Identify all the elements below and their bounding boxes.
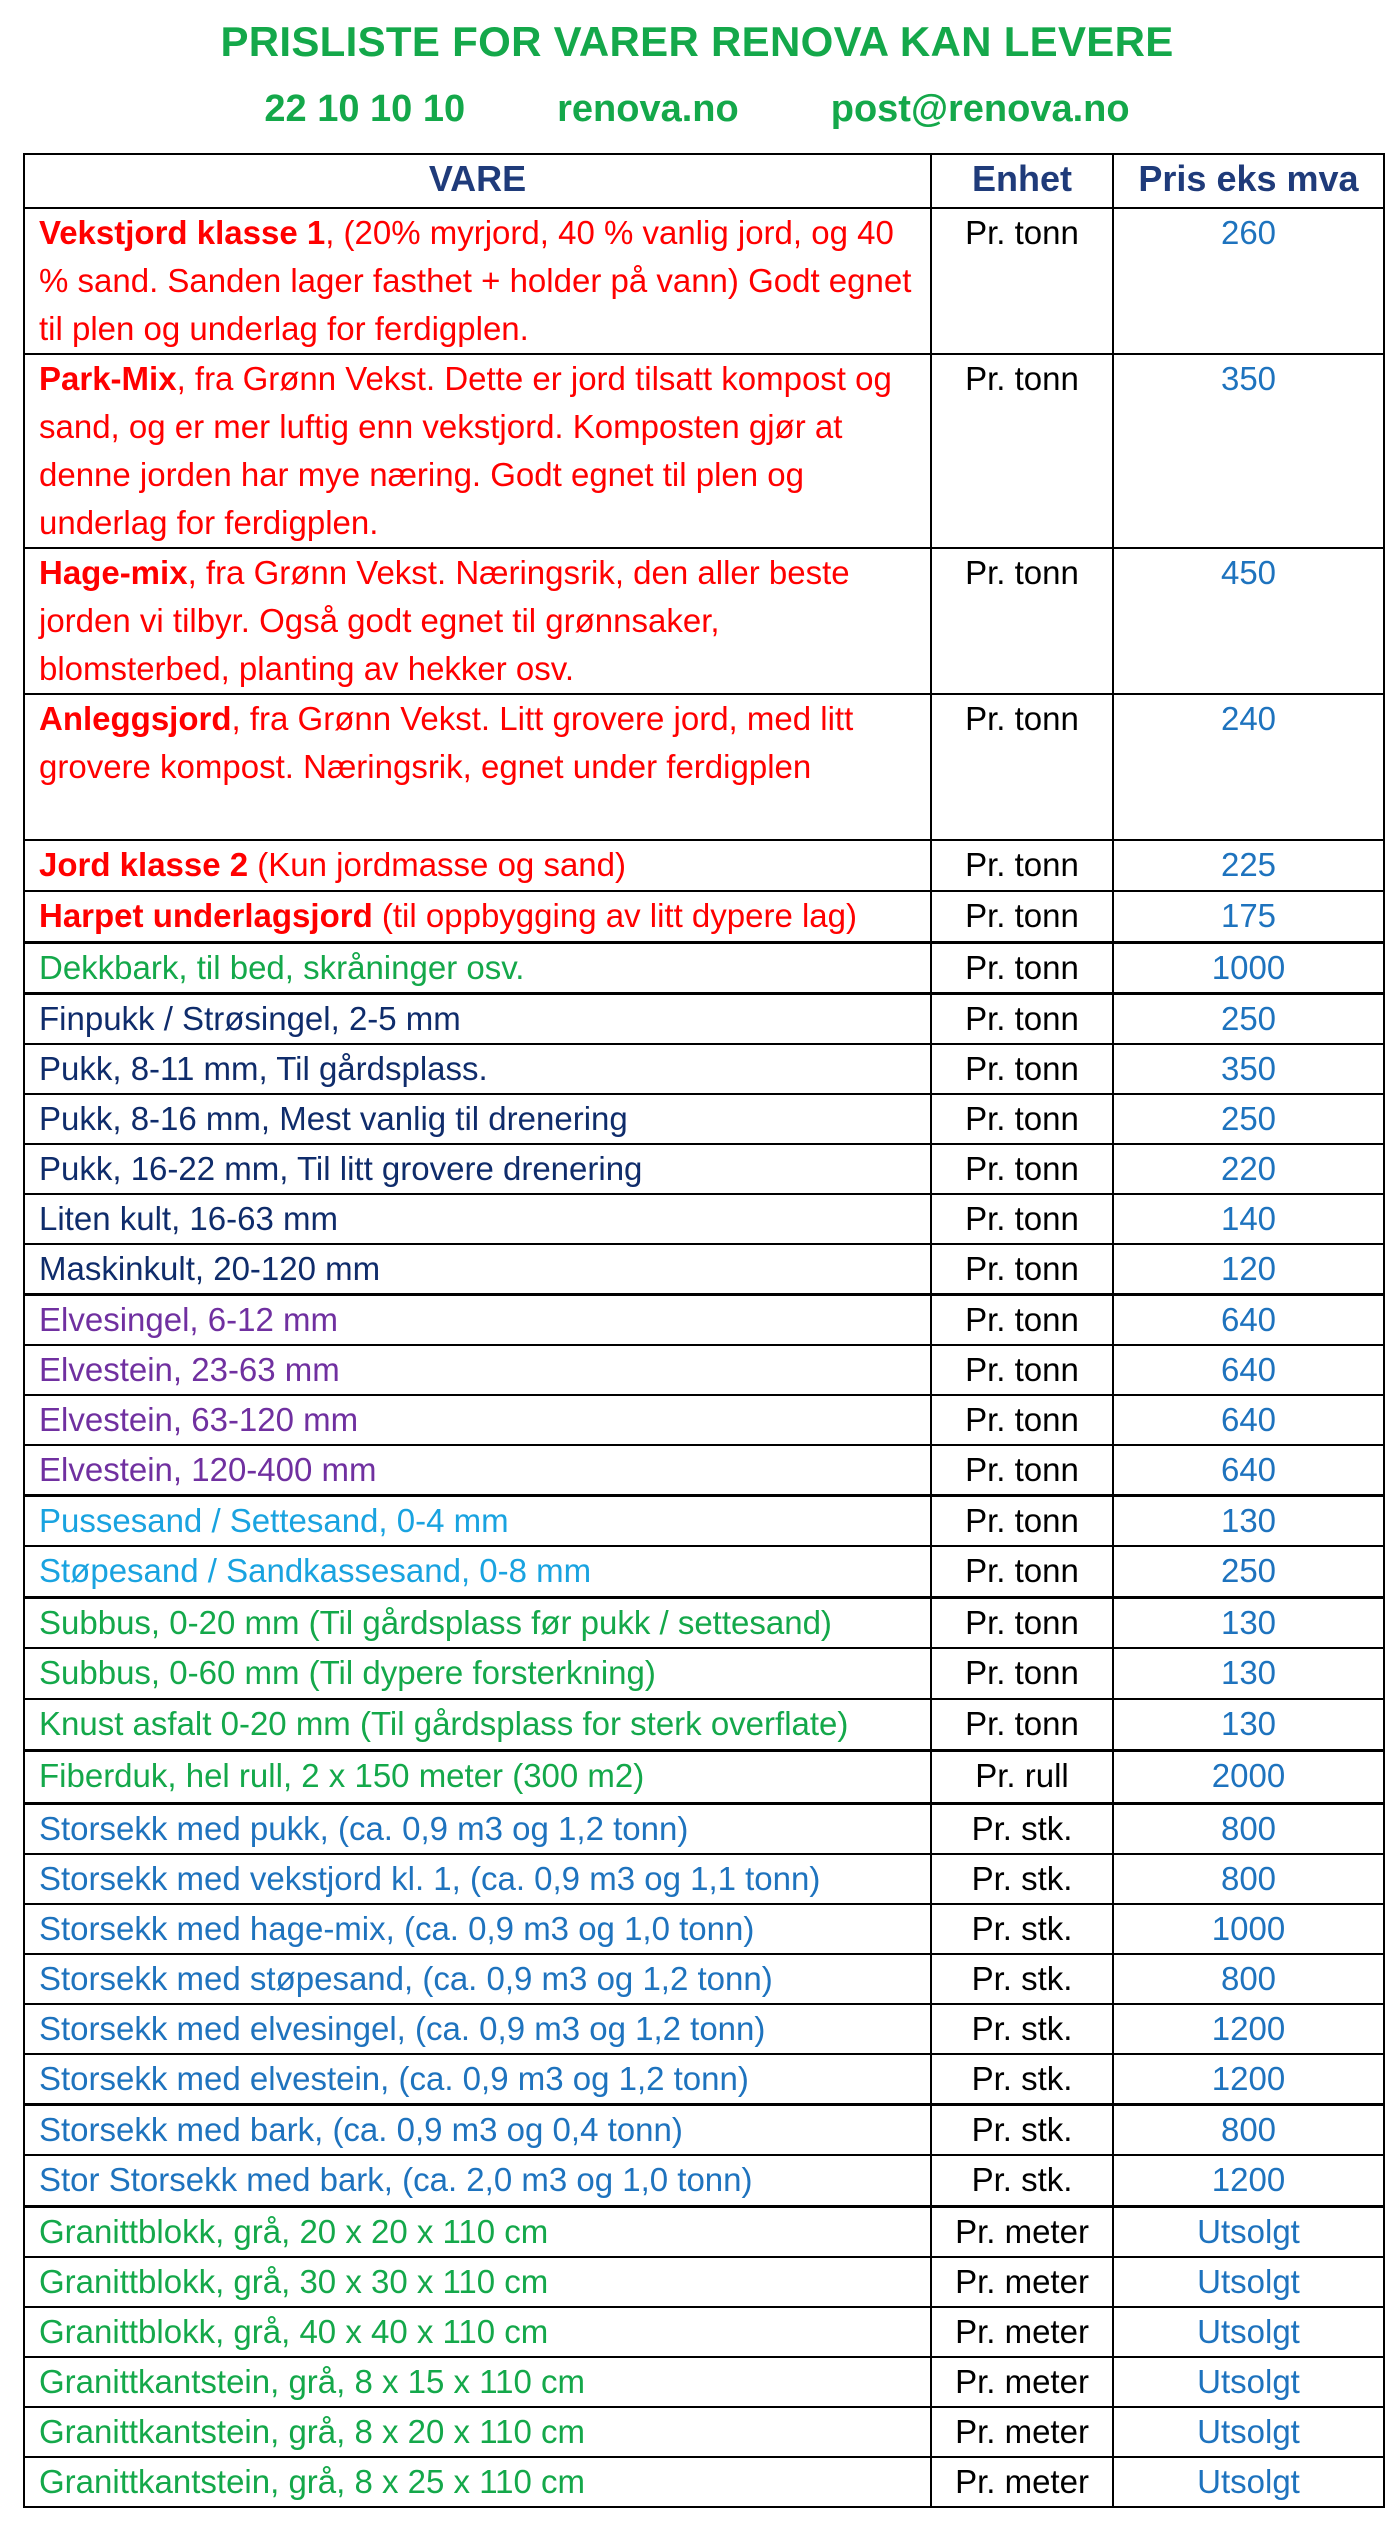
item-cell: Liten kult, 16-63 mm — [24, 1194, 931, 1244]
unit-cell: Pr. tonn — [931, 354, 1113, 548]
table-row — [24, 1699, 1384, 1750]
price-table — [23, 153, 1385, 2508]
item-cell: Subbus, 0-60 mm (Til dypere forsterkning) — [24, 1648, 931, 1699]
price-cell: Utsolgt — [1113, 2257, 1384, 2307]
price-cell: Utsolgt — [1113, 2206, 1384, 2257]
item-description: , fra Grønn Vekst. Dette er jord tilsatt kompost og sand, og er mer luftig enn vekstjord. Komposten gjør at denne jorden har mye næring. Godt egnet til plen og underlag for ferdigplen. — [39, 360, 892, 541]
item-name: Anleggsjord — [39, 700, 232, 737]
table-row — [24, 1854, 1384, 1904]
price-cell: 130 — [1113, 1699, 1384, 1750]
item-cell: Granittkantstein, grå, 8 x 15 x 110 cm — [24, 2357, 931, 2407]
item-cell — [24, 891, 931, 942]
price-cell: 130 — [1113, 1495, 1384, 1546]
item-cell: Fiberduk, hel rull, 2 x 150 meter (300 m2) — [24, 1750, 931, 1803]
price-cell: 220 — [1113, 1144, 1384, 1194]
contact-line — [0, 78, 1394, 146]
unit-cell: Pr. tonn — [931, 1294, 1113, 1345]
item-cell: Elvestein, 23-63 mm — [24, 1345, 931, 1395]
table-row — [24, 942, 1384, 993]
unit-cell: Pr. tonn — [931, 1194, 1113, 1244]
unit-cell: Pr. rull — [931, 1750, 1113, 1803]
price-cell: 1000 — [1113, 1904, 1384, 1954]
table-row — [24, 2155, 1384, 2206]
table-row — [24, 1803, 1384, 1854]
unit-cell: Pr. stk. — [931, 1904, 1113, 1954]
item-name: Park-Mix — [39, 360, 177, 397]
table-header-row — [24, 154, 1384, 208]
unit-cell: Pr. stk. — [931, 2054, 1113, 2105]
table-row — [24, 891, 1384, 942]
unit-cell: Pr. tonn — [931, 1094, 1113, 1144]
item-cell: Storsekk med støpesand, (ca. 0,9 m3 og 1,2 tonn) — [24, 1954, 931, 2004]
table-row — [24, 2357, 1384, 2407]
column-header-price: Pris eks mva — [1113, 154, 1384, 208]
price-cell: 800 — [1113, 2104, 1384, 2155]
table-row — [24, 1954, 1384, 2004]
item-name: Hage-mix — [39, 554, 188, 591]
price-cell: 250 — [1113, 1546, 1384, 1597]
table-row — [24, 1144, 1384, 1194]
price-cell: 240 — [1113, 694, 1384, 840]
item-cell — [24, 354, 931, 548]
price-cell: 260 — [1113, 208, 1384, 354]
unit-cell: Pr. tonn — [931, 1144, 1113, 1194]
price-cell: 800 — [1113, 1854, 1384, 1904]
table-row — [24, 354, 1384, 548]
table-row — [24, 2054, 1384, 2105]
table-row — [24, 208, 1384, 354]
unit-cell: Pr. meter — [931, 2206, 1113, 2257]
price-cell: 130 — [1113, 1648, 1384, 1699]
table-row — [24, 1495, 1384, 1546]
item-description: (Kun jordmasse og sand) — [248, 846, 626, 883]
unit-cell: Pr. tonn — [931, 993, 1113, 1044]
item-description: (til oppbygging av litt dypere lag) — [372, 897, 858, 934]
price-cell: 130 — [1113, 1597, 1384, 1648]
item-cell: Elvestein, 63-120 mm — [24, 1395, 931, 1445]
unit-cell: Pr. tonn — [931, 840, 1113, 891]
table-row — [24, 2004, 1384, 2054]
price-cell: 120 — [1113, 1244, 1384, 1295]
table-row — [24, 1648, 1384, 1699]
unit-cell: Pr. meter — [931, 2407, 1113, 2457]
unit-cell: Pr. tonn — [931, 1648, 1113, 1699]
phone-number[interactable]: 22 10 10 10 — [264, 88, 466, 130]
price-cell: 450 — [1113, 548, 1384, 694]
price-cell: 640 — [1113, 1445, 1384, 1496]
table-row — [24, 694, 1384, 840]
item-cell: Storsekk med vekstjord kl. 1, (ca. 0,9 m3 og 1,1 tonn) — [24, 1854, 931, 1904]
price-cell: 640 — [1113, 1294, 1384, 1345]
price-cell: Utsolgt — [1113, 2307, 1384, 2357]
column-header-item: VARE — [24, 154, 931, 208]
item-description: , fra Grønn Vekst. Næringsrik, den aller beste jorden vi tilbyr. Også godt egnet til grønnsaker, blomsterbed, planting av hekker osv. — [39, 554, 850, 687]
item-cell — [24, 694, 931, 840]
unit-cell: Pr. tonn — [931, 548, 1113, 694]
unit-cell: Pr. tonn — [931, 1445, 1113, 1496]
item-cell: Granittkantstein, grå, 8 x 25 x 110 cm — [24, 2457, 931, 2507]
table-row — [24, 1445, 1384, 1496]
table-row — [24, 548, 1384, 694]
table-row — [24, 1244, 1384, 1295]
column-header-unit: Enhet — [931, 154, 1113, 208]
price-cell: 1200 — [1113, 2004, 1384, 2054]
item-cell: Subbus, 0-20 mm (Til gårdsplass før pukk / settesand) — [24, 1597, 931, 1648]
unit-cell: Pr. tonn — [931, 1345, 1113, 1395]
item-cell: Støpesand / Sandkassesand, 0-8 mm — [24, 1546, 931, 1597]
price-cell: 140 — [1113, 1194, 1384, 1244]
item-cell: Elvestein, 120-400 mm — [24, 1445, 931, 1496]
item-cell: Stor Storsekk med bark, (ca. 2,0 m3 og 1,0 tonn) — [24, 2155, 931, 2206]
unit-cell: Pr. tonn — [931, 1597, 1113, 1648]
unit-cell: Pr. meter — [931, 2457, 1113, 2507]
item-cell: Pukk, 8-16 mm, Mest vanlig til drenering — [24, 1094, 931, 1144]
price-cell: 250 — [1113, 1094, 1384, 1144]
table-row — [24, 2457, 1384, 2507]
table-row — [24, 993, 1384, 1044]
table-row — [24, 1044, 1384, 1094]
item-name: Vekstjord klasse 1 — [39, 214, 326, 251]
item-cell: Granittblokk, grå, 30 x 30 x 110 cm — [24, 2257, 931, 2307]
unit-cell: Pr. tonn — [931, 694, 1113, 840]
price-cell: 1000 — [1113, 942, 1384, 993]
item-cell: Storsekk med elvestein, (ca. 0,9 m3 og 1,2 tonn) — [24, 2054, 931, 2105]
item-cell: Finpukk / Strøsingel, 2-5 mm — [24, 993, 931, 1044]
item-cell: Maskinkult, 20-120 mm — [24, 1244, 931, 1295]
item-cell — [24, 840, 931, 891]
item-cell: Storsekk med bark, (ca. 0,9 m3 og 0,4 tonn) — [24, 2104, 931, 2155]
table-row — [24, 1546, 1384, 1597]
price-cell: 350 — [1113, 354, 1384, 548]
unit-cell: Pr. stk. — [931, 2004, 1113, 2054]
item-cell: Storsekk med hage-mix, (ca. 0,9 m3 og 1,0 tonn) — [24, 1904, 931, 1954]
unit-cell: Pr. meter — [931, 2357, 1113, 2407]
unit-cell: Pr. meter — [931, 2257, 1113, 2307]
unit-cell: Pr. stk. — [931, 1954, 1113, 2004]
item-name: Jord klasse 2 — [39, 846, 249, 883]
page-title: PRISLISTE FOR VARER RENOVA KAN LEVERE — [220, 18, 1174, 65]
unit-cell: Pr. tonn — [931, 1244, 1113, 1295]
table-row — [24, 1345, 1384, 1395]
item-cell: Granittblokk, grå, 40 x 40 x 110 cm — [24, 2307, 931, 2357]
price-cell: 175 — [1113, 891, 1384, 942]
item-name: Harpet underlagsjord — [39, 897, 373, 934]
item-cell: Dekkbark, til bed, skråninger osv. — [24, 942, 931, 993]
item-cell: Pukk, 8-11 mm, Til gårdsplass. — [24, 1044, 931, 1094]
table-row — [24, 1750, 1384, 1803]
price-cell: Utsolgt — [1113, 2357, 1384, 2407]
unit-cell: Pr. tonn — [931, 1044, 1113, 1094]
table-row — [24, 2407, 1384, 2457]
unit-cell: Pr. tonn — [931, 1546, 1113, 1597]
item-cell — [24, 208, 931, 354]
item-cell: Granittblokk, grå, 20 x 20 x 110 cm — [24, 2206, 931, 2257]
price-cell: 350 — [1113, 1044, 1384, 1094]
table-row — [24, 2257, 1384, 2307]
unit-cell: Pr. tonn — [931, 1395, 1113, 1445]
price-cell: 1200 — [1113, 2155, 1384, 2206]
unit-cell: Pr. stk. — [931, 2155, 1113, 2206]
price-cell: 640 — [1113, 1395, 1384, 1445]
unit-cell: Pr. meter — [931, 2307, 1113, 2357]
item-cell: Storsekk med pukk, (ca. 0,9 m3 og 1,2 tonn) — [24, 1803, 931, 1854]
table-row — [24, 2206, 1384, 2257]
price-cell: 800 — [1113, 1954, 1384, 2004]
unit-cell: Pr. tonn — [931, 1495, 1113, 1546]
table-row — [24, 2104, 1384, 2155]
unit-cell: Pr. tonn — [931, 942, 1113, 993]
price-cell: 250 — [1113, 993, 1384, 1044]
unit-cell: Pr. tonn — [931, 208, 1113, 354]
unit-cell: Pr. stk. — [931, 2104, 1113, 2155]
item-cell: Elvesingel, 6-12 mm — [24, 1294, 931, 1345]
price-cell: 800 — [1113, 1803, 1384, 1854]
unit-cell: Pr. stk. — [931, 1803, 1113, 1854]
unit-cell: Pr. tonn — [931, 891, 1113, 942]
item-cell: Knust asfalt 0-20 mm (Til gårdsplass for sterk overflate) — [24, 1699, 931, 1750]
table-row — [24, 2307, 1384, 2357]
price-cell: Utsolgt — [1113, 2457, 1384, 2507]
item-description: , fra Grønn Vekst. Litt grovere jord, med litt grovere kompost. Næringsrik, egnet under ferdigplen — [39, 700, 854, 785]
item-cell: Storsekk med elvesingel, (ca. 0,9 m3 og 1,2 tonn) — [24, 2004, 931, 2054]
table-row — [24, 1194, 1384, 1244]
table-row — [24, 840, 1384, 891]
item-cell — [24, 548, 931, 694]
price-cell: 640 — [1113, 1345, 1384, 1395]
table-row — [24, 1597, 1384, 1648]
table-row — [24, 1294, 1384, 1345]
table-row — [24, 1395, 1384, 1445]
table-row — [24, 1904, 1384, 1954]
table-row — [24, 1094, 1384, 1144]
item-cell: Granittkantstein, grå, 8 x 20 x 110 cm — [24, 2407, 931, 2457]
unit-cell: Pr. stk. — [931, 1854, 1113, 1904]
page-header — [0, 0, 1394, 146]
price-cell: Utsolgt — [1113, 2407, 1384, 2457]
price-cell: 1200 — [1113, 2054, 1384, 2105]
website-link[interactable]: renova.no — [557, 88, 739, 130]
item-cell: Pussesand / Settesand, 0-4 mm — [24, 1495, 931, 1546]
item-description: , (20% myrjord, 40 % vanlig jord, og 40 % sand. Sanden lager fasthet + holder på vann) Godt egnet til plen og underlag for ferdigplen. — [39, 214, 912, 347]
email-link[interactable]: post@renova.no — [830, 88, 1130, 130]
price-cell: 225 — [1113, 840, 1384, 891]
item-cell: Pukk, 16-22 mm, Til litt grovere drenering — [24, 1144, 931, 1194]
unit-cell: Pr. tonn — [931, 1699, 1113, 1750]
price-cell: 2000 — [1113, 1750, 1384, 1803]
